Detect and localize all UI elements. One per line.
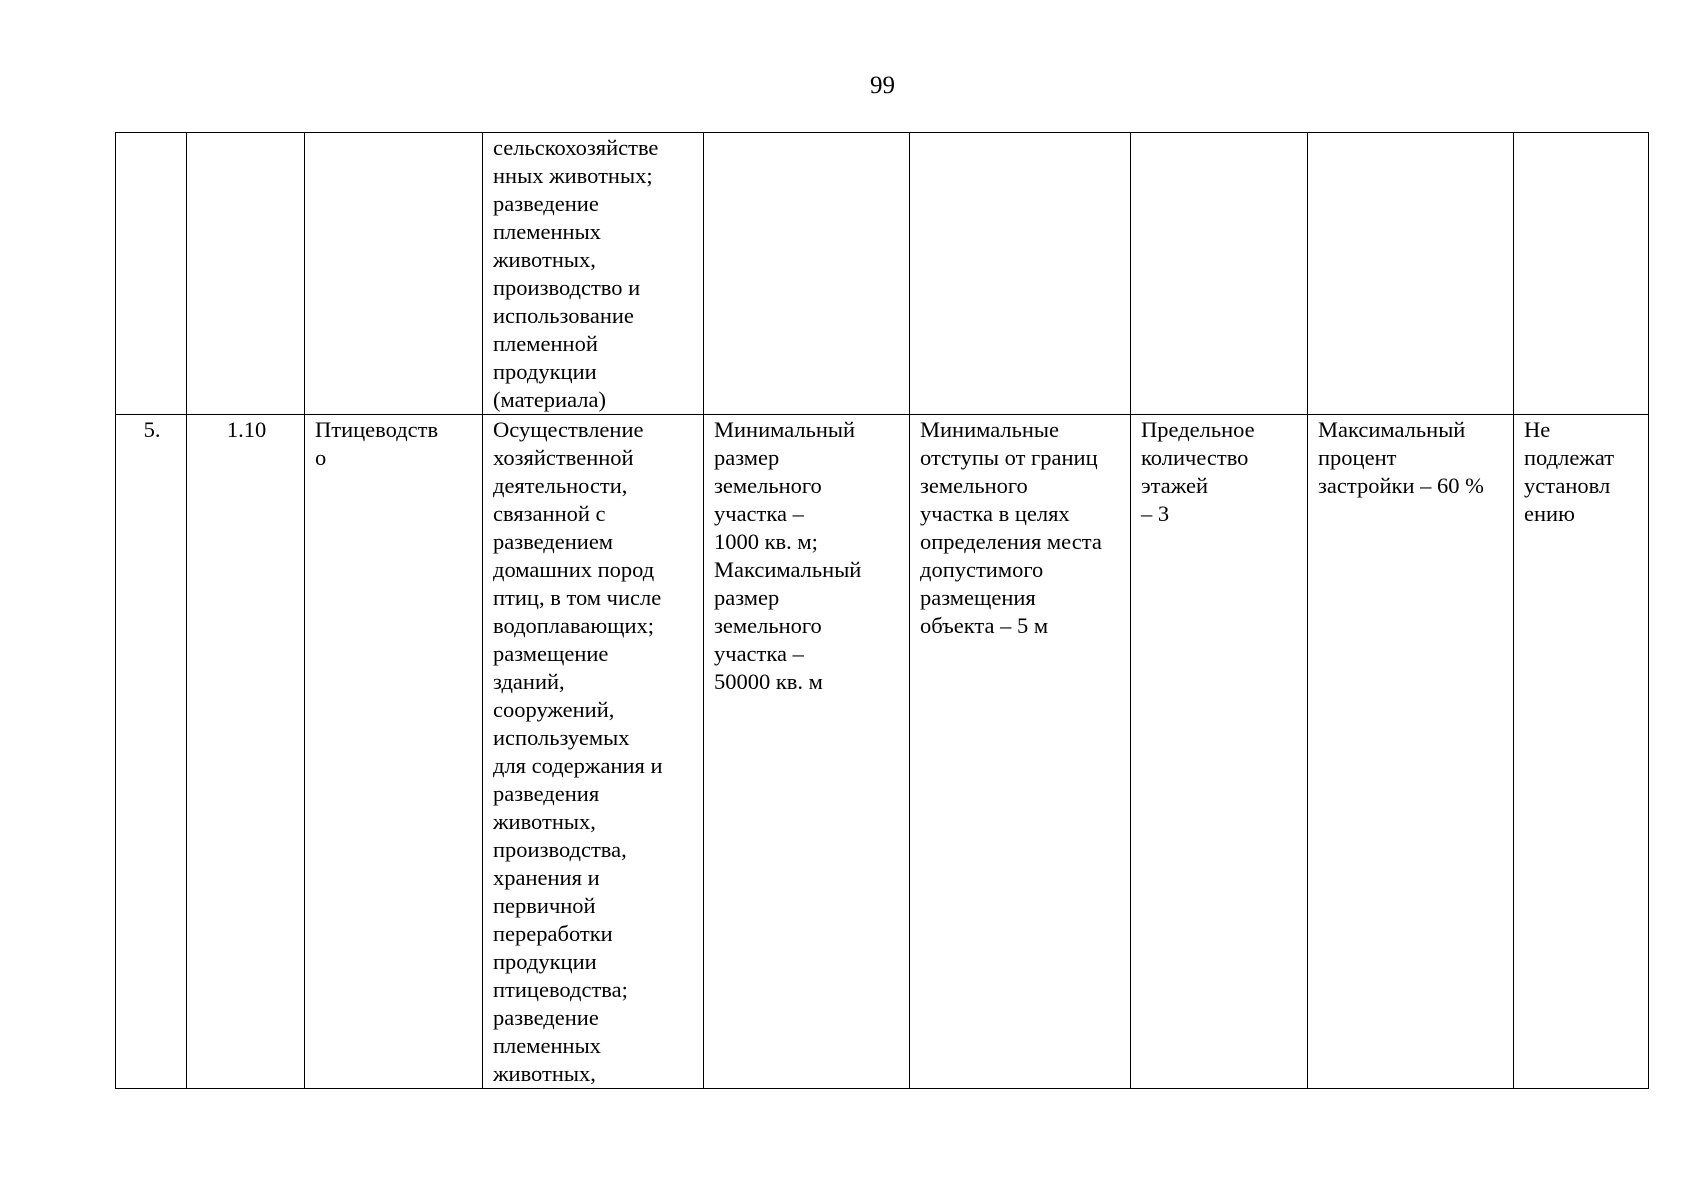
cell-text-line: застройки – 60 % bbox=[1318, 473, 1484, 498]
cell-text-line: деятельности, bbox=[493, 473, 628, 498]
cell-text-line: разведение bbox=[493, 191, 599, 216]
cell-text-line: отступы от границ bbox=[920, 445, 1098, 470]
cell-number: 5. bbox=[116, 415, 187, 1089]
cell-text-line: земельного bbox=[920, 473, 1028, 498]
cell-text-line: птиц, в том числе bbox=[493, 585, 662, 610]
cell-coverage bbox=[1308, 415, 1514, 1089]
table-row-poultry bbox=[116, 415, 1649, 1089]
zoning-table bbox=[115, 132, 1649, 1089]
cell-text-line: Минимальные bbox=[920, 417, 1060, 442]
cell-text-line: подлежат bbox=[1524, 445, 1615, 470]
cell-text-line: Птицеводств bbox=[315, 417, 439, 442]
cell-code: 1.10 bbox=[187, 415, 305, 1089]
cell-name bbox=[305, 415, 483, 1089]
cell-text-line: земельного bbox=[714, 613, 822, 638]
cell-number bbox=[116, 133, 187, 415]
cell-text-line: производства, bbox=[493, 837, 627, 862]
cell-text-line: животных, bbox=[493, 809, 596, 834]
cell-floors bbox=[1131, 415, 1308, 1089]
cell-text-line: процент bbox=[1318, 445, 1397, 470]
cell-coverage bbox=[1308, 133, 1514, 415]
cell-text-line: о bbox=[315, 445, 327, 470]
cell-text-line: 1000 кв. м; bbox=[714, 529, 818, 554]
cell-text-line: размещение bbox=[493, 641, 609, 666]
cell-text-line: Максимальный bbox=[1318, 417, 1466, 442]
cell-text-line: разведением bbox=[493, 529, 614, 554]
cell-text-line: сельскохозяйстве bbox=[493, 135, 659, 160]
cell-text-line: племенных bbox=[493, 1033, 601, 1058]
cell-text-line: племенной bbox=[493, 331, 598, 356]
cell-name bbox=[305, 133, 483, 415]
cell-text-line: водоплавающих; bbox=[493, 613, 655, 638]
cell-text-line: использование bbox=[493, 303, 634, 328]
cell-text-line: хранения и bbox=[493, 865, 600, 890]
cell-text-line: продукции bbox=[493, 359, 597, 384]
cell-other bbox=[1514, 415, 1649, 1089]
cell-text-line: сооружений, bbox=[493, 697, 615, 722]
cell-text-line: Не bbox=[1524, 417, 1551, 442]
cell-text-line: участка – bbox=[714, 641, 804, 666]
cell-text-line: хозяйственной bbox=[493, 445, 634, 470]
cell-text-line: зданий, bbox=[493, 669, 565, 694]
cell-text-line: этажей bbox=[1141, 473, 1209, 498]
cell-code bbox=[187, 133, 305, 415]
cell-text-line: Осуществление bbox=[493, 417, 644, 442]
cell-text-line: племенных bbox=[493, 219, 601, 244]
cell-text-line: разведение bbox=[493, 1005, 599, 1030]
cell-setbacks bbox=[910, 415, 1131, 1089]
cell-text-line: – 3 bbox=[1141, 501, 1170, 526]
page-number: 99 bbox=[870, 72, 895, 99]
cell-text-line: животных, bbox=[493, 247, 596, 272]
table-row-continuation bbox=[116, 133, 1649, 415]
cell-text-line: установл bbox=[1524, 473, 1611, 498]
cell-text-line: продукции bbox=[493, 949, 597, 974]
cell-text-line: домашних пород bbox=[493, 557, 655, 582]
cell-description bbox=[483, 133, 704, 415]
cell-text-line: участка – bbox=[714, 501, 804, 526]
cell-text-line: допустимого bbox=[920, 557, 1044, 582]
cell-text-line: ению bbox=[1524, 501, 1575, 526]
cell-text-line: участка в целях bbox=[920, 501, 1070, 526]
cell-text-line: размер bbox=[714, 585, 780, 610]
cell-text-line: земельного bbox=[714, 473, 822, 498]
cell-text-line: размещения bbox=[920, 585, 1036, 610]
cell-text-line: птицеводства; bbox=[493, 977, 628, 1002]
cell-text-line: животных, bbox=[493, 1061, 596, 1086]
cell-description bbox=[483, 415, 704, 1089]
cell-text-line: 50000 кв. м bbox=[714, 669, 823, 694]
cell-text-line: используемых bbox=[493, 725, 630, 750]
cell-floors bbox=[1131, 133, 1308, 415]
cell-text-line: нных животных; bbox=[493, 163, 653, 188]
cell-plot-size bbox=[704, 133, 910, 415]
cell-plot-size bbox=[704, 415, 910, 1089]
cell-text-line: первичной bbox=[493, 893, 596, 918]
cell-text-line: разведения bbox=[493, 781, 600, 806]
cell-text-line: производство и bbox=[493, 275, 641, 300]
cell-text-line: размер bbox=[714, 445, 780, 470]
cell-setbacks bbox=[910, 133, 1131, 415]
cell-text-line: переработки bbox=[493, 921, 613, 946]
cell-text-line: объекта – 5 м bbox=[920, 613, 1049, 638]
cell-other bbox=[1514, 133, 1649, 415]
cell-text-line: Минимальный bbox=[714, 417, 856, 442]
cell-text-line: Предельное bbox=[1141, 417, 1255, 442]
cell-text-line: количество bbox=[1141, 445, 1249, 470]
cell-text-line: связанной с bbox=[493, 501, 606, 526]
cell-text-line: для содержания и bbox=[493, 753, 663, 778]
cell-text-line: определения места bbox=[920, 529, 1102, 554]
cell-text-line: Максимальный bbox=[714, 557, 862, 582]
cell-text-line: (материала) bbox=[493, 387, 606, 412]
